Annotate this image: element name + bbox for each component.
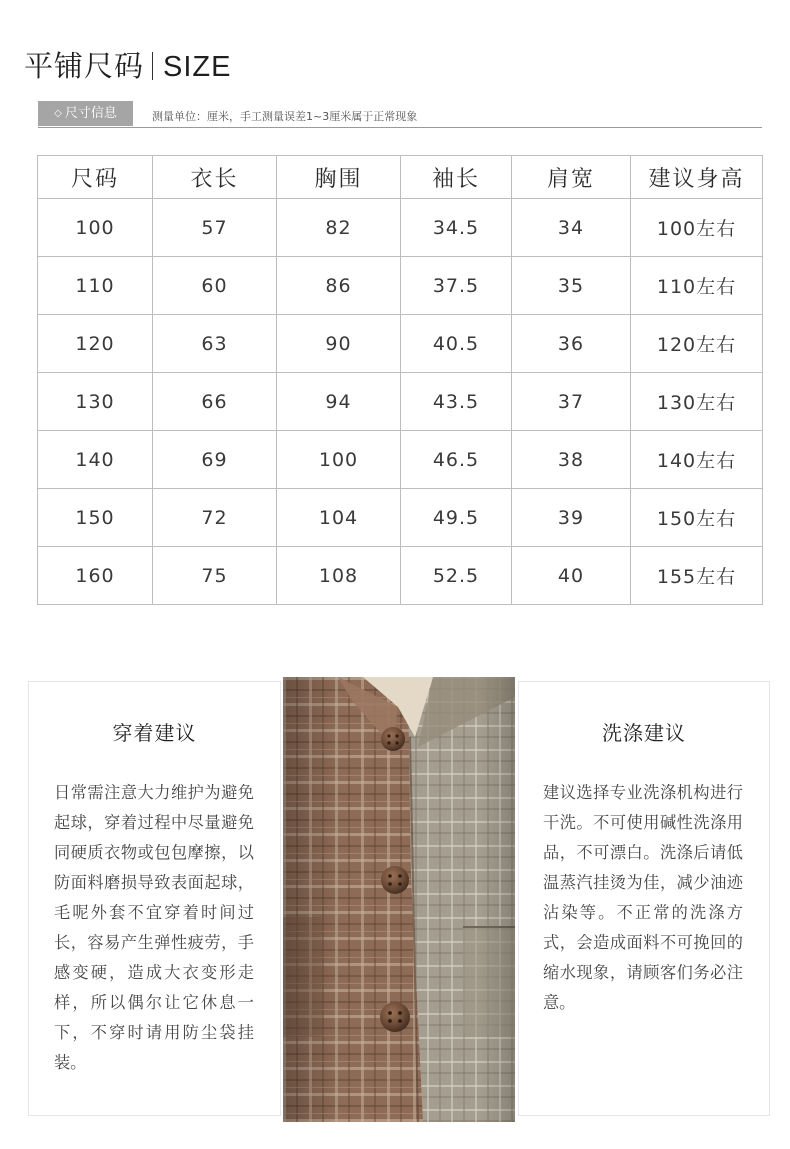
table-cell: 63	[153, 315, 277, 373]
table-row	[38, 489, 763, 547]
table-cell: 120	[38, 315, 153, 373]
column-header: 胸围	[277, 156, 401, 199]
table-cell: 130	[38, 373, 153, 431]
table-cell: 43.5	[401, 373, 512, 431]
table-cell: 35	[512, 257, 631, 315]
table-cell: 110	[38, 257, 153, 315]
table-row	[38, 547, 763, 605]
table-cell: 37.5	[401, 257, 512, 315]
table-cell: 120左右	[631, 315, 763, 373]
wash-advice-card	[518, 681, 770, 1116]
table-cell: 82	[277, 199, 401, 257]
table-cell: 72	[153, 489, 277, 547]
coat-button-icon	[381, 727, 405, 751]
wear-advice-title: 穿着建议	[112, 721, 197, 745]
column-header: 建议身高	[631, 156, 763, 199]
coat-button-icon	[381, 866, 409, 894]
page-title-cn: 平铺尺码	[24, 49, 145, 83]
measurement-note: 测量单位：厘米，手工测量误差1~3厘米属于正常现象	[152, 110, 418, 123]
wash-advice-title: 洗涤建议	[602, 721, 686, 745]
table-cell: 49.5	[401, 489, 512, 547]
table-cell: 160	[38, 547, 153, 605]
table-cell: 57	[153, 199, 277, 257]
table-cell: 75	[153, 547, 277, 605]
table-cell: 94	[277, 373, 401, 431]
table-cell: 38	[512, 431, 631, 489]
table-cell: 110左右	[631, 257, 763, 315]
size-info-tag-label: 尺寸信息	[64, 106, 117, 121]
table-cell: 90	[277, 315, 401, 373]
column-header: 衣长	[153, 156, 277, 199]
table-cell: 40	[512, 547, 631, 605]
coat-fabric-photo	[283, 677, 515, 1122]
table-cell: 52.5	[401, 547, 512, 605]
table-cell: 140	[38, 431, 153, 489]
table-cell: 86	[277, 257, 401, 315]
table-cell: 108	[277, 547, 401, 605]
table-cell: 150	[38, 489, 153, 547]
table-cell: 104	[277, 489, 401, 547]
table-row	[38, 257, 763, 315]
table-cell: 100	[277, 431, 401, 489]
table-row	[38, 373, 763, 431]
page-title	[24, 44, 231, 85]
table-cell: 100	[38, 199, 153, 257]
wear-advice-card	[28, 681, 281, 1116]
title-divider	[152, 52, 153, 80]
table-cell: 130左右	[631, 373, 763, 431]
table-cell: 39	[512, 489, 631, 547]
table-cell: 150左右	[631, 489, 763, 547]
wear-advice-text: 日常需注意大力维护为避免起球，穿着过程中尽量避免同硬质衣物或包包摩擦，以防面料磨损导致表面起球，毛呢外套不宜穿着时间过长，容易产生弹性疲劳，手感变硬，造成大衣变形走样，所以偶尔让它休息一下，不穿时请用防尘袋挂装。	[54, 783, 254, 1072]
wash-advice-text: 建议选择专业洗涤机构进行干洗。不可使用碱性洗涤用品，不可漂白。洗涤后请低温蒸汽挂烫为佳，减少油迹沾染等。不正常的洗涤方式，会造成面料不可挽回的缩水现象，请顾客们务必注意。	[543, 783, 743, 1012]
table-cell: 34	[512, 199, 631, 257]
table-cell: 34.5	[401, 199, 512, 257]
table-row	[38, 431, 763, 489]
coat-button-icon	[380, 1002, 410, 1032]
table-cell: 69	[153, 431, 277, 489]
column-header: 尺码	[38, 156, 153, 199]
table-cell: 37	[512, 373, 631, 431]
table-cell: 46.5	[401, 431, 512, 489]
size-table-header-row	[38, 156, 763, 199]
table-row	[38, 199, 763, 257]
diamond-icon: ◇	[54, 108, 62, 119]
size-info-tag	[38, 101, 133, 126]
table-cell: 140左右	[631, 431, 763, 489]
column-header: 肩宽	[512, 156, 631, 199]
size-info-bar	[38, 101, 762, 128]
table-cell: 66	[153, 373, 277, 431]
page-title-en: SIZE	[163, 51, 232, 83]
column-header: 袖长	[401, 156, 512, 199]
table-cell: 40.5	[401, 315, 512, 373]
table-cell: 155左右	[631, 547, 763, 605]
table-cell: 36	[512, 315, 631, 373]
table-cell: 60	[153, 257, 277, 315]
size-table	[37, 155, 763, 605]
table-cell: 100左右	[631, 199, 763, 257]
table-row	[38, 315, 763, 373]
